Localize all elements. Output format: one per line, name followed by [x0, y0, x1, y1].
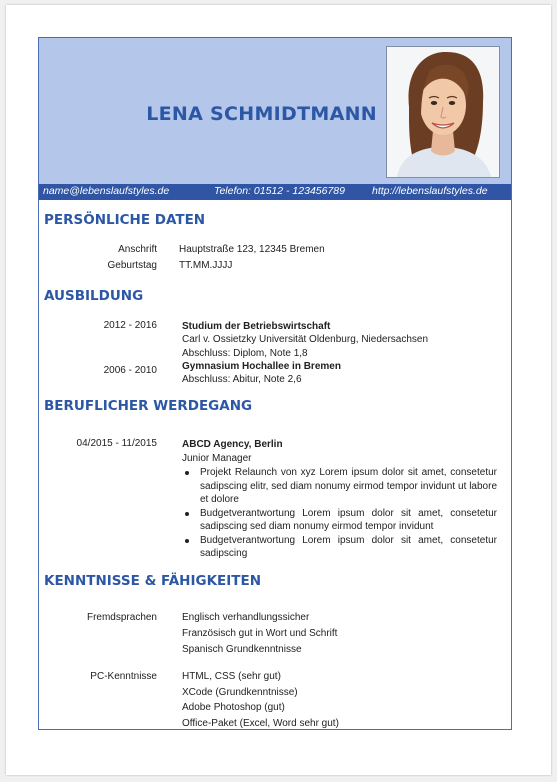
- career-period: 04/2015 - 11/2015: [76, 438, 157, 449]
- career-company: ABCD Agency, Berlin: [182, 439, 283, 450]
- skills-item: Adobe Photoshop (gut): [182, 702, 285, 713]
- candidate-name: LENA SCHMIDTMANN: [146, 103, 377, 125]
- skills-item: Spanisch Grundkenntnisse: [182, 644, 302, 655]
- header-banner: [39, 38, 511, 184]
- cv-frame: [38, 37, 512, 730]
- personal-label-birthday: Geburtstag: [107, 260, 157, 271]
- portrait-photo: [386, 46, 500, 178]
- contact-phone: Telefon: 01512 - 123456789: [214, 185, 345, 197]
- skills-item: Englisch verhandlungssicher: [182, 612, 310, 623]
- personal-label-address: Anschrift: [118, 244, 157, 255]
- skills-label-languages: Fremdsprachen: [86, 612, 157, 623]
- education-degree: Gymnasium Hochallee in Bremen: [182, 361, 341, 372]
- list-item: Projekt Relaunch von xyz Lorem ipsum dolor sit amet, consetetur sadipscing elitr, sed diam nonumy eirmod tempor invidunt ut labore et dolore: [183, 466, 497, 507]
- section-title-personal: PERSÖNLICHE DATEN: [44, 212, 206, 228]
- skills-item: Französisch gut in Wort und Schrift: [182, 628, 338, 639]
- section-title-career: BERUFLICHER WERDEGANG: [44, 398, 253, 414]
- list-item: Budgetverantwortung Lorem ipsum dolor sit amet, consetetur sadipscing: [183, 534, 497, 561]
- education-detail: Abschluss: Abitur, Note 2,6: [182, 374, 302, 385]
- skills-item: Office-Paket (Excel, Word sehr gut): [182, 718, 339, 729]
- section-title-education: AUSBILDUNG: [44, 288, 144, 304]
- education-detail: Abschluss: Diplom, Note 1,8: [182, 348, 308, 359]
- personal-value-birthday: TT.MM.JJJJ: [179, 260, 233, 271]
- skills-item: XCode (Grundkenntnisse): [182, 687, 298, 698]
- skills-item: HTML, CSS (sehr gut): [182, 671, 281, 682]
- education-period: 2012 - 2016: [103, 320, 157, 331]
- career-role: Junior Manager: [182, 453, 252, 464]
- education-degree: Studium der Betriebswirtschaft: [182, 321, 331, 332]
- skills-label-pc: PC-Kenntnisse: [90, 671, 157, 682]
- personal-value-address: Hauptstraße 123, 12345 Bremen: [179, 244, 325, 255]
- contact-bar: [39, 184, 511, 200]
- education-period: 2006 - 2010: [103, 365, 157, 376]
- document-page: [6, 5, 551, 775]
- career-bullet-list: [183, 466, 497, 561]
- portrait-photo-image: [387, 47, 499, 177]
- section-title-skills: KENNTNISSE & FÄHIGKEITEN: [44, 573, 262, 589]
- education-detail: Carl v. Ossietzky Universität Oldenburg, Niedersachsen: [182, 334, 429, 345]
- list-item: Budgetverantwortung Lorem ipsum dolor sit amet, consetetur sadipscing sed diam nonumy eirmod tempor invidunt: [183, 507, 497, 534]
- contact-email[interactable]: name@lebenslaufstyles.de: [43, 185, 170, 197]
- contact-website[interactable]: http://lebenslaufstyles.de: [372, 185, 488, 197]
